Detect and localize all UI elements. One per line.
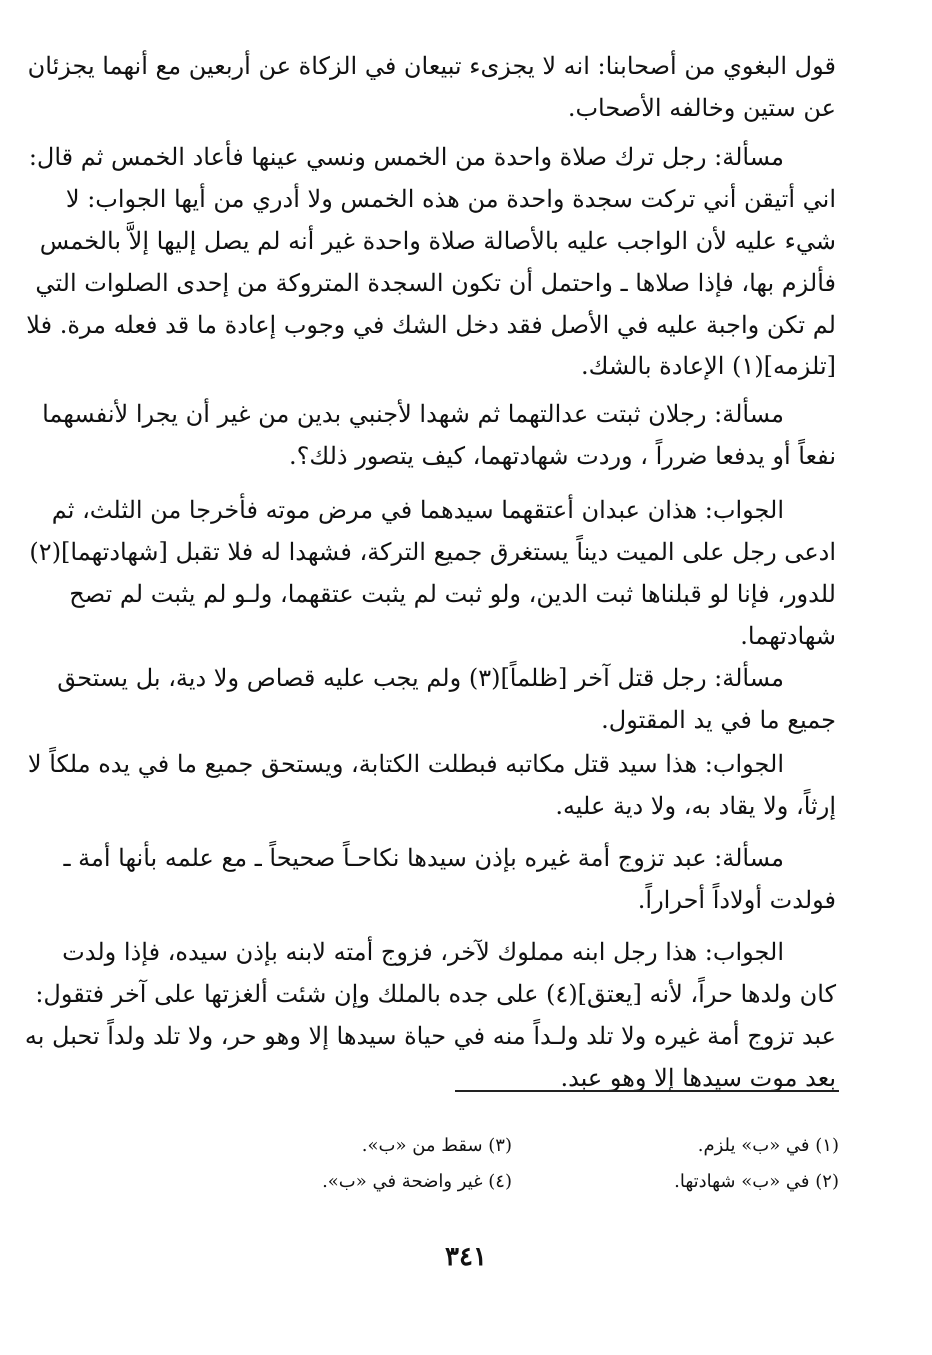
text-line: مسألة: عبد تزوج أمة غيره بإذن سيدها نكاحـاً صحيحاً ـ مع علمه بأنها أمة ـ — [63, 844, 784, 872]
footnote: (٤) غير واضحة في «ب». — [322, 1171, 512, 1192]
text-line: اني أتيقن أني تركت سجدة واحدة من هذه الخمس ولا أدري من أيها الجواب: لا — [65, 185, 836, 213]
text-line: الجواب: هذا سيد قتل مكاتبه فبطلت الكتابة، ويستحق جميع ما في يده ملكاً لا — [27, 750, 784, 778]
text-line: الجواب: هذا رجل ابنه مملوك لآخر، فزوج أمته لابنه بإذن سيده، فإذا ولدت — [62, 938, 784, 966]
text-line: جميع ما في يد المقتول. — [601, 706, 836, 734]
text-line: مسألة: رجلان ثبتت عدالتهما ثم شهدا لأجنبي بدين من غير أن يجرا لأنفسهما — [42, 400, 784, 428]
footnote: (١) في «ب» يلزم. — [697, 1135, 839, 1156]
text-line: بعد موت سيدها إلا وهو عبد. — [560, 1064, 836, 1092]
text-line: شيء عليه لأن الواجب عليه بالأصالة صلاة واحدة غير أنه لم يصل إليها إلاَّ بالخمس — [39, 227, 836, 255]
text-line: ادعى رجل على الميت ديناً يستغرق جميع التركة، فشهدا له فلا تقبل [شهادتهما](٢) — [29, 538, 836, 566]
text-line: كان ولدها حراً، لأنه [يعتق](٤) على جده بالملك وإن شئت ألغزتها على آخر فتقول: — [35, 980, 836, 1008]
footnote-separator — [455, 1090, 839, 1092]
text-line: إرثاً، ولا يقاد به، ولا دية عليه. — [555, 792, 836, 820]
text-line: فألزم بها، فإذا صلاها ـ واحتمل أن تكون السجدة المتروكة من إحدى الصلوات التي — [35, 269, 836, 297]
text-line: لم تكن واجبة عليه في الأصل فقد دخل الشك في وجوب إعادة ما قد فعله مرة. فلا — [26, 311, 836, 339]
text-line: نفعاً أو يدفعا ضرراً ، وردت شهادتهما، كيف يتصور ذلك؟. — [288, 442, 836, 470]
text-line: مسألة: رجل قتل آخر [ظلماً](٣) ولم يجب عليه قصاص ولا دية، بل يستحق — [57, 664, 784, 692]
text-line: [تلزمه](١) الإعادة بالشك. — [580, 352, 836, 380]
text-line: شهادتهما. — [740, 622, 836, 650]
footnote: (٢) في «ب» شهادتها. — [674, 1171, 839, 1192]
text-line: مسألة: رجل ترك صلاة واحدة من الخمس ونسي عينها فأعاد الخمس ثم قال: — [28, 143, 784, 171]
page-number: ٣٤١ — [445, 1242, 487, 1272]
footnote: (٣) سقط من «ب». — [361, 1135, 512, 1156]
text-line: للدور، فإنا لو قبلناها ثبت الدين، ولو ثبت لم يثبت عتقهما، ولـو لم يثبت لم تصح — [69, 580, 836, 608]
text-line: الجواب: هذان عبدان أعتقهما سيدهما في مرض موته فأخرجا من الثلث، ثم — [51, 496, 784, 524]
text-line: عن ستين وخالفه الأصحاب. — [567, 94, 836, 122]
text-line: قول البغوي من أصحابنا: انه لا يجزىء تبيعان في الزكاة عن أربعين مع أنهما يجزئان — [27, 52, 836, 80]
text-line: فولدت أولاداً أحراراً. — [637, 886, 836, 914]
text-line: عبد تزوج أمة غيره ولا تلد ولـداً منه في حياة سيدها إلا وهو حر، ولا تلد ولداً تحبل به — [24, 1022, 836, 1050]
